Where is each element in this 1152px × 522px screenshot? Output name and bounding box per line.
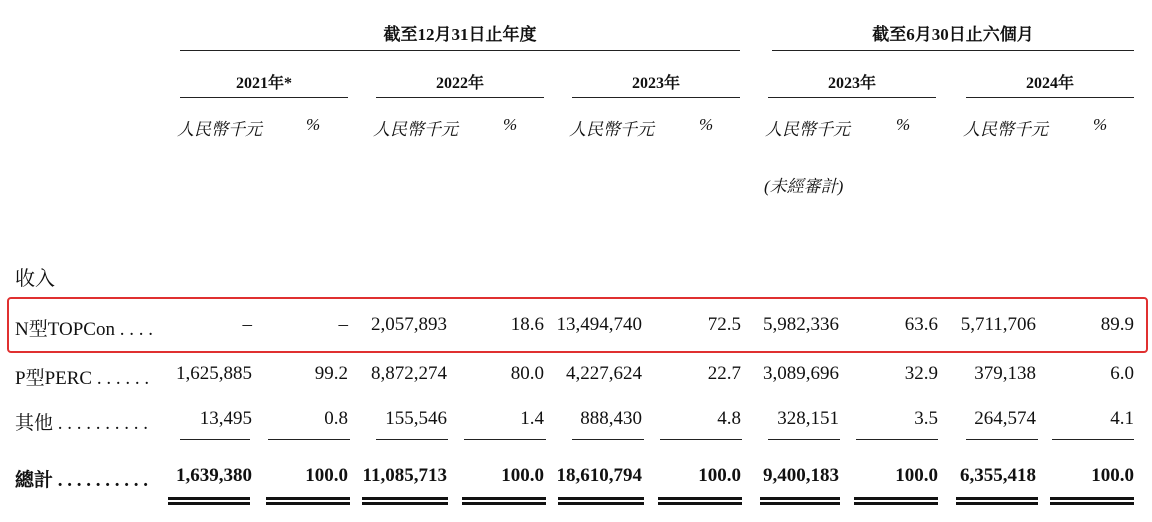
subtotal-rule: [768, 439, 840, 440]
cell-pct: 72.5: [707, 314, 741, 335]
total-double-rule: [956, 497, 1038, 505]
cell-pct: 100.0: [895, 465, 938, 486]
unit-rmb: 人民幣千元: [373, 120, 458, 139]
row-label-total: 總計 . . . . . . . . . .: [15, 470, 149, 491]
cell-amount: –: [242, 314, 252, 335]
cell-pct: 1.4: [520, 408, 544, 429]
cell-pct: 0.8: [324, 408, 348, 429]
section-title-revenue: 收入: [15, 268, 55, 290]
subtotal-rule: [660, 439, 742, 440]
cell-amount: 13,494,740: [556, 314, 642, 335]
rule-annual: [180, 50, 740, 51]
subtotal-rule: [856, 439, 938, 440]
total-double-rule: [266, 497, 350, 505]
rule-year-2023: [572, 97, 740, 98]
cell-pct: 80.0: [510, 363, 544, 384]
row-label-p-perc: P型PERC . . . . . .: [15, 368, 150, 389]
year-2023-h1: 2023年: [827, 75, 876, 92]
cell-pct: 100.0: [1091, 465, 1134, 486]
rule-year-2021: [180, 97, 348, 98]
cell-amount: 4,227,624: [566, 363, 642, 384]
cell-amount: 1,625,885: [176, 363, 252, 384]
subtotal-rule: [1052, 439, 1134, 440]
cell-amount: 264,574: [974, 408, 1036, 429]
cell-pct: 100.0: [305, 465, 348, 486]
unaudited-note: (未經審計): [764, 177, 844, 196]
cell-amount: 9,400,183: [763, 465, 839, 486]
rule-year-2022: [376, 97, 544, 98]
unit-pct: %: [896, 115, 911, 134]
cell-amount: 8,872,274: [371, 363, 447, 384]
row-label-others: 其他 . . . . . . . . . .: [15, 413, 149, 434]
rule-half-year: [772, 50, 1134, 51]
rule-year-2024-h1: [966, 97, 1134, 98]
cell-amount: 5,982,336: [763, 314, 839, 335]
cell-amount: 379,138: [974, 363, 1036, 384]
total-double-rule: [168, 497, 250, 505]
rule-year-2023-h1: [768, 97, 936, 98]
subtotal-rule: [464, 439, 546, 440]
unit-pct: %: [503, 115, 518, 134]
cell-amount: 11,085,713: [362, 465, 447, 486]
year-2022: 2022年: [435, 75, 484, 92]
subtotal-rule: [180, 439, 250, 440]
unit-pct: %: [1093, 115, 1108, 134]
cell-pct: 99.2: [314, 363, 348, 384]
header-annual: 截至12月31日止年度: [383, 25, 537, 44]
year-2024-h1: 2024年: [1025, 75, 1074, 92]
subtotal-rule: [376, 439, 448, 440]
header-half-year: 截至6月30日止六個月: [872, 25, 1034, 44]
cell-pct: 3.5: [914, 408, 938, 429]
total-double-rule: [854, 497, 938, 505]
total-double-rule: [760, 497, 840, 505]
unit-rmb: 人民幣千元: [569, 120, 654, 139]
cell-amount: 2,057,893: [371, 314, 447, 335]
year-2023: 2023年: [631, 75, 680, 92]
unit-rmb: 人民幣千元: [177, 120, 262, 139]
cell-pct: 4.8: [717, 408, 741, 429]
cell-pct: 89.9: [1100, 314, 1134, 335]
total-double-rule: [658, 497, 742, 505]
row-label-n-topcon: N型TOPCon . . . .: [15, 319, 153, 340]
cell-amount: 6,355,418: [960, 465, 1036, 486]
subtotal-rule: [268, 439, 350, 440]
cell-pct: 100.0: [698, 465, 741, 486]
cell-pct: 18.6: [510, 314, 544, 335]
cell-pct: 22.7: [707, 363, 741, 384]
total-double-rule: [462, 497, 546, 505]
year-2021: 2021年*: [235, 75, 292, 92]
unit-pct: %: [699, 115, 714, 134]
cell-amount: 1,639,380: [176, 465, 252, 486]
subtotal-rule: [966, 439, 1038, 440]
unit-rmb: 人民幣千元: [765, 120, 850, 139]
unit-pct: %: [306, 115, 321, 134]
cell-amount: 328,151: [777, 408, 839, 429]
cell-amount: 3,089,696: [763, 363, 839, 384]
subtotal-rule: [572, 439, 644, 440]
cell-pct: 32.9: [904, 363, 938, 384]
unit-rmb: 人民幣千元: [963, 120, 1048, 139]
cell-pct: 100.0: [501, 465, 544, 486]
cell-amount: 18,610,794: [556, 465, 642, 486]
cell-pct: 63.6: [904, 314, 938, 335]
cell-amount: 888,430: [580, 408, 642, 429]
total-double-rule: [362, 497, 448, 505]
cell-pct: 4.1: [1110, 408, 1134, 429]
total-double-rule: [1050, 497, 1134, 505]
total-double-rule: [558, 497, 644, 505]
cell-amount: 13,495: [199, 408, 252, 429]
cell-pct: 6.0: [1110, 363, 1134, 384]
cell-amount: 155,546: [385, 408, 447, 429]
cell-pct: –: [338, 314, 348, 335]
cell-amount: 5,711,706: [960, 314, 1036, 335]
